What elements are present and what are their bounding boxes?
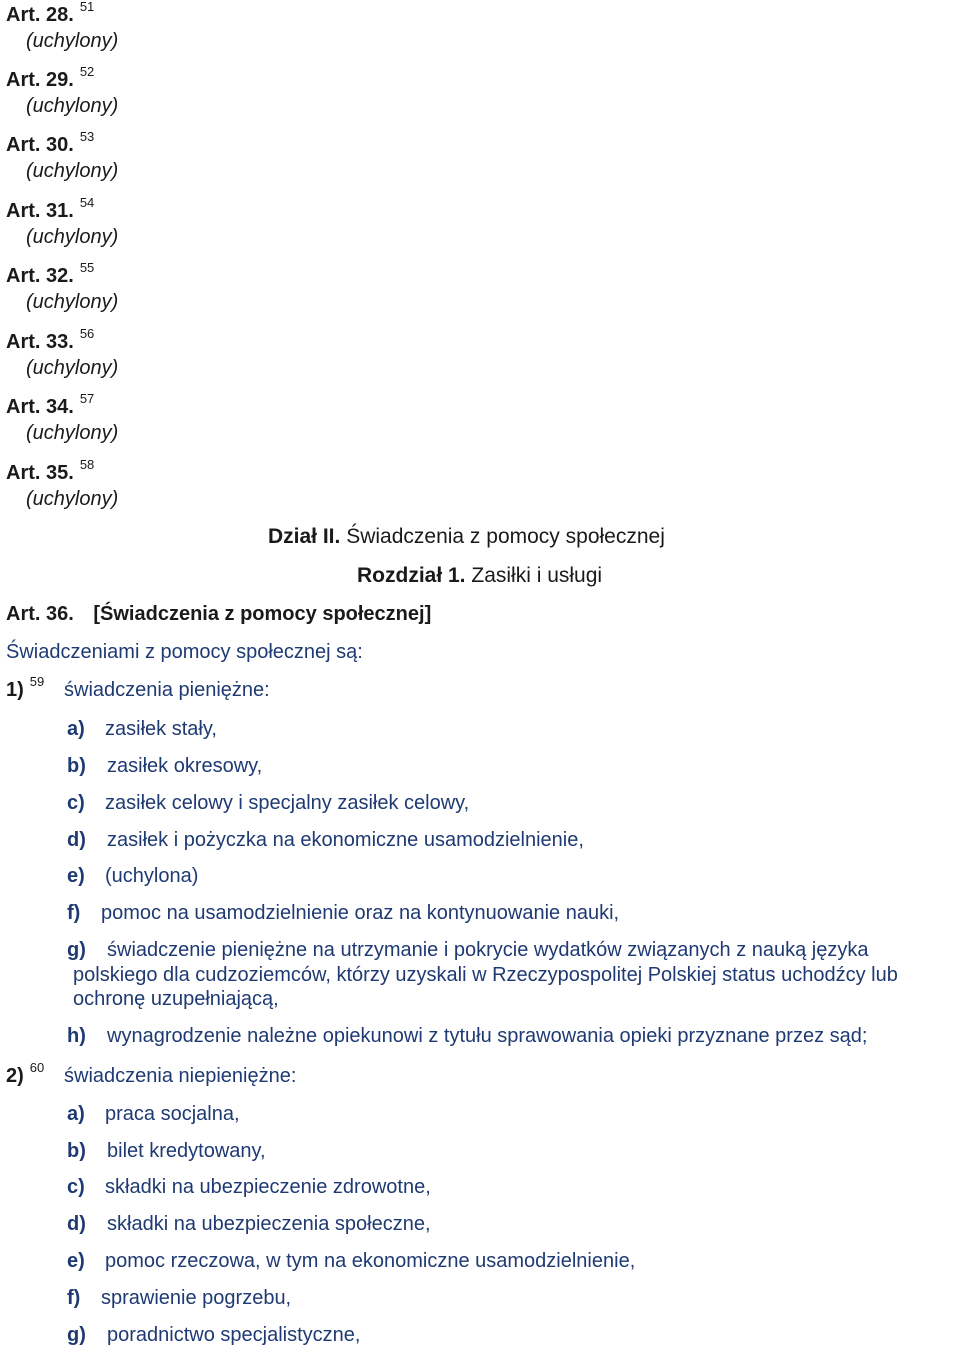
footnote-ref[interactable]: 54 — [79, 195, 95, 210]
footnote-ref[interactable]: 51 — [79, 0, 95, 14]
footnote-ref[interactable]: 56 — [79, 326, 95, 341]
article-heading: Art. 31. $^{54}$ — [6, 195, 95, 222]
article-intro: Świadczeniami z pomocy społecznej są: — [6, 641, 363, 663]
article-heading: Art. 30. $^{53}$ — [6, 129, 95, 156]
article-heading: Art. 34. $^{57}$ — [6, 391, 95, 418]
article-status: (uchylony) — [26, 30, 119, 52]
article-status: (uchylony) — [26, 291, 119, 313]
point-2-text: świadczenia niepieniężne: — [64, 1065, 297, 1087]
list-item: d) zasiłek i pożyczka na ekonomiczne usamodzielnienie, — [67, 829, 584, 851]
article-36-heading: Art. 36. [Świadczenia z pomocy społecznej] — [6, 603, 432, 625]
list-item: f) sprawienie pogrzebu, — [67, 1287, 292, 1309]
list-item: c) zasiłek celowy i specjalny zasiłek celowy, — [67, 792, 470, 814]
list-item: d) składki na ubezpieczenia społeczne, — [67, 1213, 431, 1235]
article-heading: Art. 32. $^{55}$ — [6, 260, 95, 287]
article-status: (uchylony) — [26, 226, 119, 248]
list-item: h) wynagrodzenie należne opiekunowi z tytułu sprawowania opieki przyznane przez sąd; — [67, 1025, 868, 1047]
list-item: f) pomoc na usamodzielnienie oraz na kontynuowanie nauki, — [67, 902, 620, 924]
article-status: (uchylony) — [26, 95, 119, 117]
chapter-heading: Rozdział 1. Zasiłki i usługi — [357, 564, 603, 587]
list-item-continuation: polskiego dla cudzoziemców, którzy uzyskali w Rzeczypospolitej Polskiej status uchodźcy lub — [73, 964, 898, 986]
list-item: g) poradnictwo specjalistyczne, — [67, 1324, 361, 1346]
footnote-ref[interactable]: 53 — [79, 129, 95, 144]
list-item: b) zasiłek okresowy, — [67, 755, 263, 777]
footnote-ref[interactable]: 58 — [79, 457, 95, 472]
list-item-continuation: ochronę uzupełniającą, — [73, 988, 279, 1010]
footnote-ref[interactable]: 59 — [29, 674, 45, 689]
division-heading: Dział II. Świadczenia z pomocy społecznej — [268, 525, 665, 548]
footnote-ref[interactable]: 55 — [79, 260, 95, 275]
article-status: (uchylony) — [26, 357, 119, 379]
article-title: [Świadczenia z pomocy społecznej] — [93, 603, 432, 625]
article-heading: Art. 35. $^{58}$ — [6, 457, 95, 484]
list-item: e) pomoc rzeczowa, w tym na ekonomiczne usamodzielnienie, — [67, 1250, 636, 1272]
article-status: (uchylony) — [26, 422, 119, 444]
list-item: g) świadczenie pieniężne na utrzymanie i pokrycie wydatków związanych z nauką języka — [67, 939, 869, 961]
article-heading: Art. 28. $^{51}$ — [6, 0, 95, 26]
list-item: e) (uchylona) — [67, 865, 199, 887]
article-heading: Art. 33. $^{56}$ — [6, 326, 95, 353]
footnote-ref[interactable]: 60 — [29, 1060, 45, 1075]
article-status: (uchylony) — [26, 160, 119, 182]
footnote-ref[interactable]: 57 — [79, 391, 95, 406]
list-item: b) bilet kredytowany, — [67, 1140, 266, 1162]
list-item: a) praca socjalna, — [67, 1103, 240, 1125]
list-item: c) składki na ubezpieczenie zdrowotne, — [67, 1176, 431, 1198]
article-heading: Art. 29. $^{52}$ — [6, 64, 95, 91]
article-status: (uchylony) — [26, 488, 119, 510]
list-item: a) zasiłek stały, — [67, 718, 217, 740]
footnote-ref[interactable]: 52 — [79, 64, 95, 79]
point-1-text: świadczenia pieniężne: — [64, 679, 270, 701]
point-2: 2) $^{60}$ — [6, 1060, 45, 1087]
point-1: 1) $^{59}$ — [6, 674, 45, 701]
